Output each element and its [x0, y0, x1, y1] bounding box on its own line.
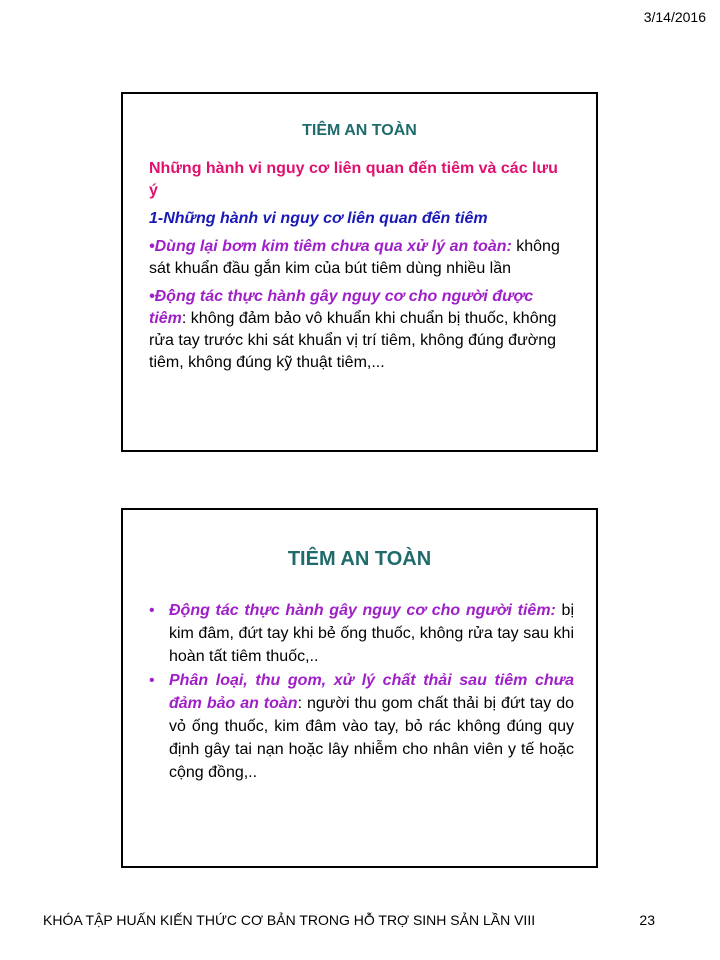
page-number: 23	[639, 912, 655, 928]
item-emphasis: Động tác thực hành gây nguy cơ cho người được tiêm	[149, 288, 534, 327]
item-text: : không đảm bảo vô khuẩn khi chuẩn bị thuốc, không rửa tay trước khi sát khuẩn vị trí tiêm, không đúng đường tiêm, không đúng kỹ thuật tiêm,...	[149, 310, 557, 371]
item-text: không sát khuẩn đầu gắn kim của bút tiêm dùng nhiều lần	[149, 238, 560, 277]
slide-2	[121, 508, 598, 868]
slide-item	[149, 236, 570, 280]
item-text: bị kim đâm, đứt tay khi bẻ ống thuốc, không rửa tay sau khi hoàn tất tiêm thuốc,..	[169, 602, 574, 665]
bullet-marker: •	[149, 238, 155, 255]
item-emphasis: Động tác thực hành gây nguy cơ cho người tiêm:	[169, 602, 556, 619]
list-item	[145, 669, 574, 784]
item-text: : người thu gom chất thải bị đứt tay do vỏ ống thuốc, kim đâm vào tay, bỏ rác không đúng quy định gây tai nạn hoặc lây nhiễm cho nhân viên y tế hoặc cộng đồng,..	[169, 695, 574, 781]
item-emphasis: Phân loại, thu gom, xử lý chất thải sau tiêm chưa đảm bảo an toàn	[169, 672, 574, 712]
slide-title: TIÊM AN TOÀN	[287, 548, 432, 570]
item-emphasis: Dùng lại bơm kim tiêm chưa qua xử lý an toàn:	[154, 238, 512, 255]
bullet-list	[145, 599, 574, 784]
slide-item	[149, 286, 570, 374]
bullet-marker: •	[149, 288, 155, 305]
slide-title: TIÊM AN TOÀN	[302, 122, 417, 139]
slide-heading: Những hành vi nguy cơ liên quan đến tiêm và các lưu ý	[149, 160, 558, 199]
course-title: KHÓA TẬP HUẤN KIẾN THỨC CƠ BẢN TRONG HỖ TRỢ SINH SẢN LẦN VIII	[43, 912, 536, 928]
bullet-marker: •	[149, 602, 155, 619]
slide-1	[121, 92, 598, 452]
bullet-marker: •	[149, 672, 155, 689]
print-date: 3/14/2016	[643, 9, 706, 25]
slide-subheading: 1-Những hành vi nguy cơ liên quan đến tiêm	[149, 210, 488, 227]
page-footer	[43, 912, 655, 928]
list-item	[145, 599, 574, 668]
